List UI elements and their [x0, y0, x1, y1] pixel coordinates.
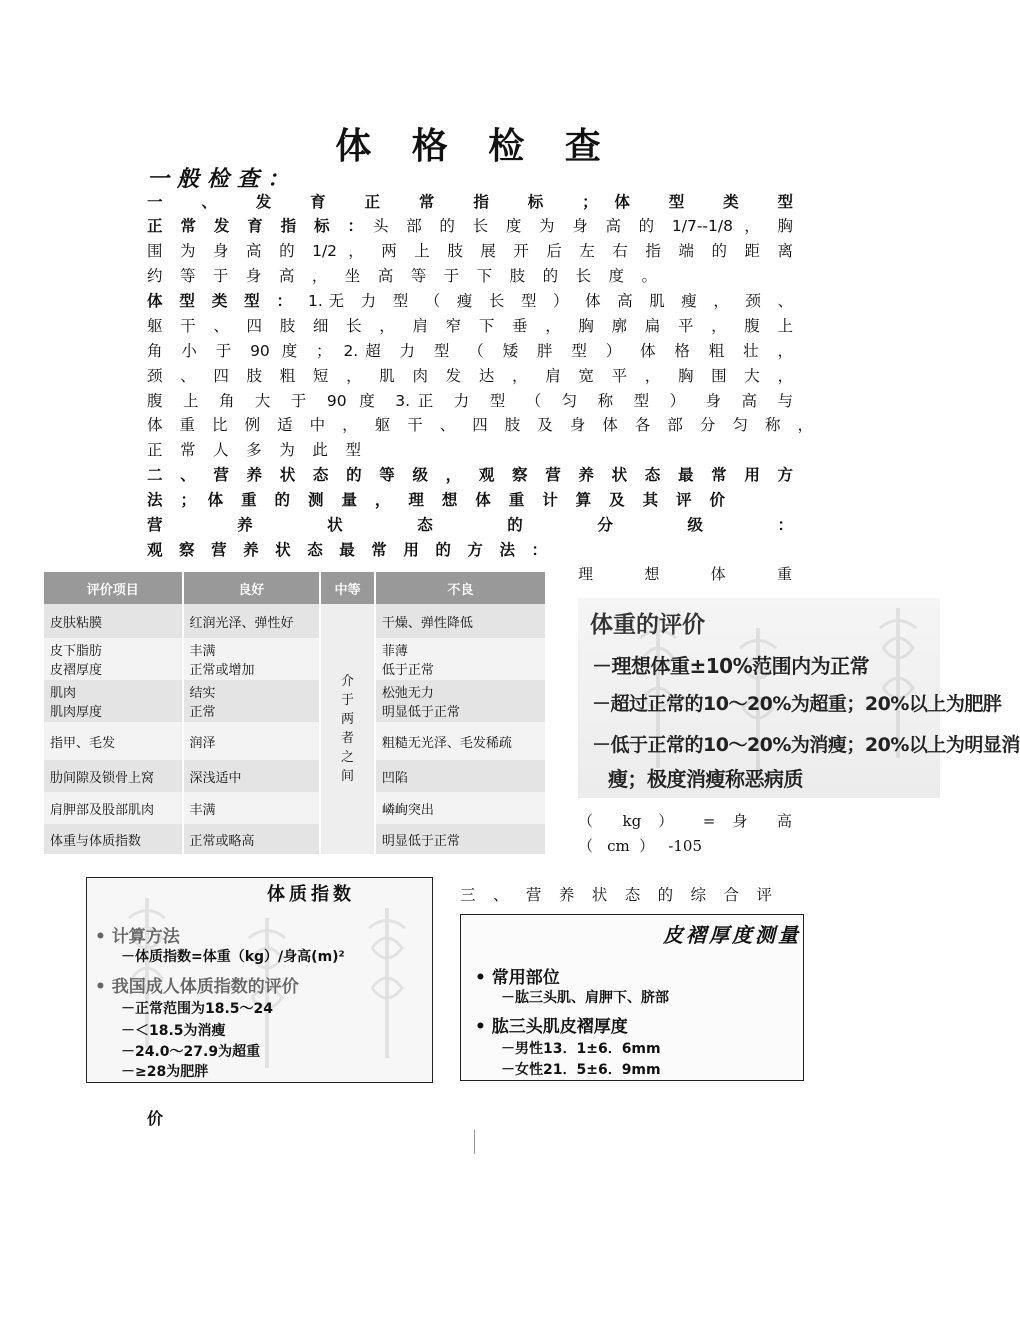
table-cell: 丰满	[183, 792, 321, 824]
table-cell	[375, 638, 546, 680]
cell-line: 皮褶厚度	[50, 663, 103, 678]
text-line: 观 察 营 养 状 态 最 常 用 的 方 法 ：	[147, 541, 547, 559]
text-line: 腹 上 角 大 于 90 度 3.正 力 型 （ 匀 称 型 ） 身 高 与	[147, 392, 793, 410]
table-cell: 体重与体质指数	[44, 824, 183, 854]
table-cell	[183, 680, 321, 722]
text-cursor-divider	[474, 1130, 475, 1154]
weight-evaluation-slide	[578, 598, 1020, 798]
table-cell: 嶙峋突出	[375, 792, 546, 824]
slide-text: －肱三头肌、肩胛下、脐部	[501, 990, 669, 1006]
table-header: 良好	[183, 572, 321, 604]
cell-line: 明显低于正常	[381, 705, 460, 720]
text-line-composite	[147, 214, 793, 238]
slide-text: －正常范围为18.5～24	[121, 1001, 274, 1017]
table-cell: 深浅适中	[183, 760, 321, 792]
table-cell: 干燥、弹性降低	[375, 604, 546, 638]
table-cell: 凹陷	[375, 760, 546, 792]
cell-line: 结实	[189, 686, 216, 701]
slide-title: 体质指数	[267, 884, 355, 905]
middle-cell	[320, 604, 375, 854]
text-line: 营 养 状 态 的 分 级 ：	[147, 516, 793, 534]
text-line-composite	[147, 289, 793, 313]
formula-line-2: （ cm ） -105	[578, 837, 702, 855]
slide-heading: • 肱三头肌皮褶厚度	[475, 1017, 628, 1037]
cell-line: 菲薄	[381, 644, 408, 659]
table-cell: 粗糙无光泽、毛发稀疏	[375, 722, 546, 760]
ideal-weight-text: 理 想 体 重	[578, 565, 792, 583]
table-cell: 润泽	[183, 722, 321, 760]
table-cell: 正常或略高	[183, 824, 321, 854]
slide-text: －男性13．1±6．6mm	[501, 1041, 661, 1057]
slide-title: 体重的评价	[590, 612, 705, 638]
cell-line: 皮下脂肪	[50, 644, 103, 659]
table-cell: 肋间隙及锁骨上窝	[44, 760, 183, 792]
trailing-text: 价	[147, 1109, 164, 1128]
middle-text: 介于两者之间	[340, 674, 354, 784]
cell-line: 松弛无力	[381, 686, 434, 701]
table-cell: 红润光泽、弹性好	[183, 604, 321, 638]
section-general-exam: 一般检查：	[147, 166, 298, 192]
table-cell: 肩胛部及股部肌肉	[44, 792, 183, 824]
nutrition-table	[44, 572, 547, 854]
slide-bullet: －低于正常的10～20%为消瘦；20%以上为明显消	[592, 734, 1020, 756]
cell-line: 肌肉厚度	[50, 705, 103, 720]
caduceus-icon	[367, 908, 407, 1058]
table-cell	[375, 680, 546, 722]
table-cell	[183, 638, 321, 680]
section-3-heading: 三 、 营 养 状 态 的 综 合 评	[460, 886, 772, 904]
slide-bullet: 瘦；极度消瘦称恶病质	[608, 767, 803, 791]
text-line: 围 为 身 高 的 1/2 ， 两 上 肢 展 开 后 左 右 指 端 的 距 离	[147, 242, 793, 260]
text-line: 体 重 比 例 适 中 ， 躯 干 、 四 肢 及 身 体 各 部 分 匀 称 ，	[147, 416, 813, 434]
slide-bullet: －超过正常的10～20%为超重；20%以上为肥胖	[592, 693, 1002, 715]
cell-line: 低于正常	[381, 663, 434, 678]
slide-heading: • 常用部位	[475, 968, 560, 988]
slide-text: －体质指数=体重（kg）/身高(m)²	[121, 949, 345, 965]
skinfold-slide	[460, 914, 804, 1081]
table-header: 中等	[320, 572, 375, 604]
label-body-type: 体 型 类 型 ：	[147, 292, 292, 310]
cell-line: 正常或增加	[189, 663, 255, 678]
text-line: 二 、 营 养 状 态 的 等 级 ， 观 察 营 养 状 态 最 常 用 方	[147, 466, 793, 484]
table-cell: 指甲、毛发	[44, 722, 183, 760]
table-header: 评价项目	[44, 572, 183, 604]
slide-heading: • 计算方法	[95, 927, 180, 947]
cell-line: 正常	[189, 705, 216, 720]
slide-bullet: －理想体重±10%范围内为正常	[592, 654, 870, 678]
bmi-slide	[86, 877, 433, 1083]
text-line: 角 小 于 90 度 ； 2.超 力 型 （ 矮 胖 型 ） 体 格 粗 壮 ，	[147, 342, 793, 360]
table-cell: 明显低于正常	[375, 824, 546, 854]
slide-title: 皮褶厚度测量	[663, 923, 801, 947]
cell-line: 丰满	[189, 644, 216, 659]
text-span: 头 部 的 长 度 为 身 高 的 1/7--1/8 ， 胸	[373, 217, 793, 235]
slide-text: －24.0～27.9为超重	[121, 1044, 261, 1060]
slide-text: －≥28为肥胖	[121, 1064, 209, 1080]
table-header: 不良	[375, 572, 546, 604]
text-line: 颈 、 四 肢 粗 短 ， 肌 肉 发 达 ， 肩 宽 平 ， 胸 围 大 ，	[147, 367, 793, 385]
text-line: 躯 干 、 四 肢 细 长 ， 肩 窄 下 垂 ， 胸 廓 扁 平 ， 腹 上	[147, 317, 793, 335]
label-normal-development: 正 常 发 育 指 标 ：	[147, 217, 363, 235]
table-cell: 皮肤粘膜	[44, 604, 183, 638]
formula-line-1: （ kg ） = 身 高	[578, 812, 792, 830]
text-line: 一 、 发 育 正 常 指 标 ；体 型 类 型	[147, 193, 793, 211]
slide-heading: • 我国成人体质指数的评价	[95, 977, 299, 997]
text-line: 正 常 人 多 为 此 型	[147, 441, 361, 459]
table-cell	[44, 680, 183, 722]
cell-line: 肌肉	[50, 686, 77, 701]
slide-text: －女性21．5±6．9mm	[501, 1062, 661, 1078]
slide-text: －＜18.5为消瘦	[121, 1023, 226, 1039]
text-line: 法 ； 体 重 的 测 量 ， 理 想 体 重 计 算 及 其 评 价	[147, 491, 725, 509]
text-line: 约 等 于 身 高 ， 坐 高 等 于 下 肢 的 长 度 。	[147, 267, 658, 285]
page-title: 体 格 检 查	[335, 125, 615, 167]
table-cell	[44, 638, 183, 680]
text-span: 1.无 力 型 （ 瘦 长 型 ） 体 高 肌 瘦 ， 颈 、	[308, 292, 793, 310]
